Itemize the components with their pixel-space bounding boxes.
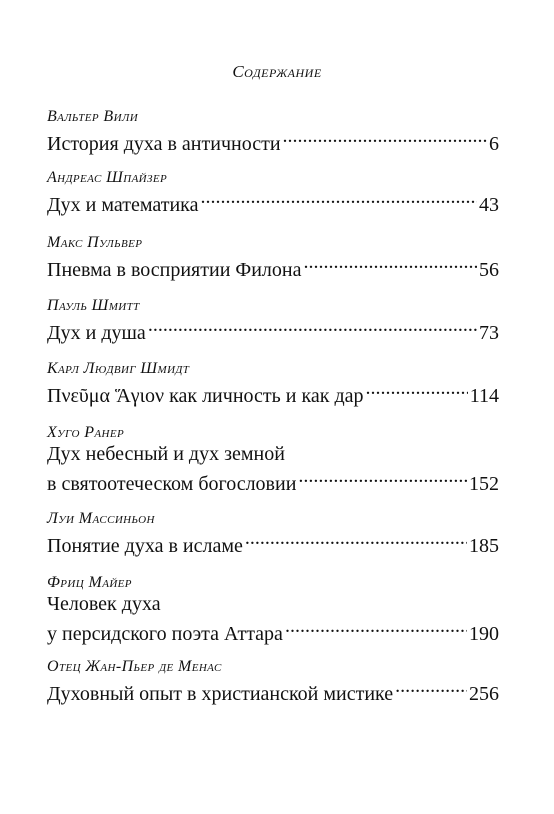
entry-title: История духа в античности [47,133,281,155]
entry-author: Карл Людвиг Шмидт [47,360,190,377]
entry-line[interactable] [47,378,499,408]
entry-page-number: 152 [469,473,499,495]
entry-title: Понятие духа в исламе [47,535,243,557]
dot-leader [285,616,467,640]
toc-entry [47,234,499,282]
toc-entry [47,658,499,706]
dot-leader [245,528,467,552]
entry-author: Отец Жан-Пьер де Менас [47,658,222,675]
entry-line[interactable] [47,252,499,282]
entry-author: Хуго Ранер [47,424,125,441]
entry-author: Андреас Шпайзер [47,169,168,186]
entry-page-number: 6 [489,133,499,155]
entry-title: Πνεῦμα Ἅγιον как личность и как дар [47,385,364,407]
entry-author: Макс Пульвер [47,234,143,251]
toc-entry [47,424,499,496]
entry-page-number: 114 [469,385,499,407]
entry-title: Дух и математика [47,194,199,216]
entry-author: Фриц Майер [47,574,132,591]
entry-page-number: 56 [479,259,499,281]
toc-entry [47,510,499,558]
entry-page-number: 43 [479,194,499,216]
dot-leader [200,187,477,211]
entry-page-number: 73 [479,322,499,344]
entry-title-first-line[interactable]: Дух небесный и дух земной [47,443,285,465]
entry-page-number: 256 [469,683,499,705]
entry-title: у персидского поэта Аттара [47,623,283,645]
entry-title: в святоотеческом богословии [47,473,297,495]
entry-page-number: 190 [469,623,499,645]
entry-line[interactable] [47,187,499,217]
entry-line[interactable] [47,528,499,558]
dot-leader [366,378,468,402]
entry-author: Пауль Шмитт [47,297,140,314]
entry-author: Луи Массиньон [47,510,155,527]
toc-entry [47,169,499,217]
toc-entry [47,108,499,156]
toc-entry [47,360,499,408]
entry-line[interactable] [47,676,499,706]
dot-leader [298,466,467,490]
entry-title: Дух и душа [47,322,146,344]
entry-author: Вальтер Вили [47,108,139,125]
entry-line[interactable] [47,126,499,156]
toc-entry [47,297,499,345]
entry-title-first-line[interactable]: Человек духа [47,593,161,615]
dot-leader [148,315,477,339]
dot-leader [303,252,477,276]
entry-line[interactable] [47,616,499,646]
entry-page-number: 185 [469,535,499,557]
toc-heading: Содержание [232,62,322,81]
entry-title: Пневма в восприятии Филона [47,259,302,281]
entry-line[interactable] [47,466,499,496]
dot-leader [283,126,487,150]
entry-line[interactable] [47,315,499,345]
dot-leader [395,676,467,700]
entry-title: Духовный опыт в христианской мистике [47,683,394,705]
toc-entry [47,574,499,646]
